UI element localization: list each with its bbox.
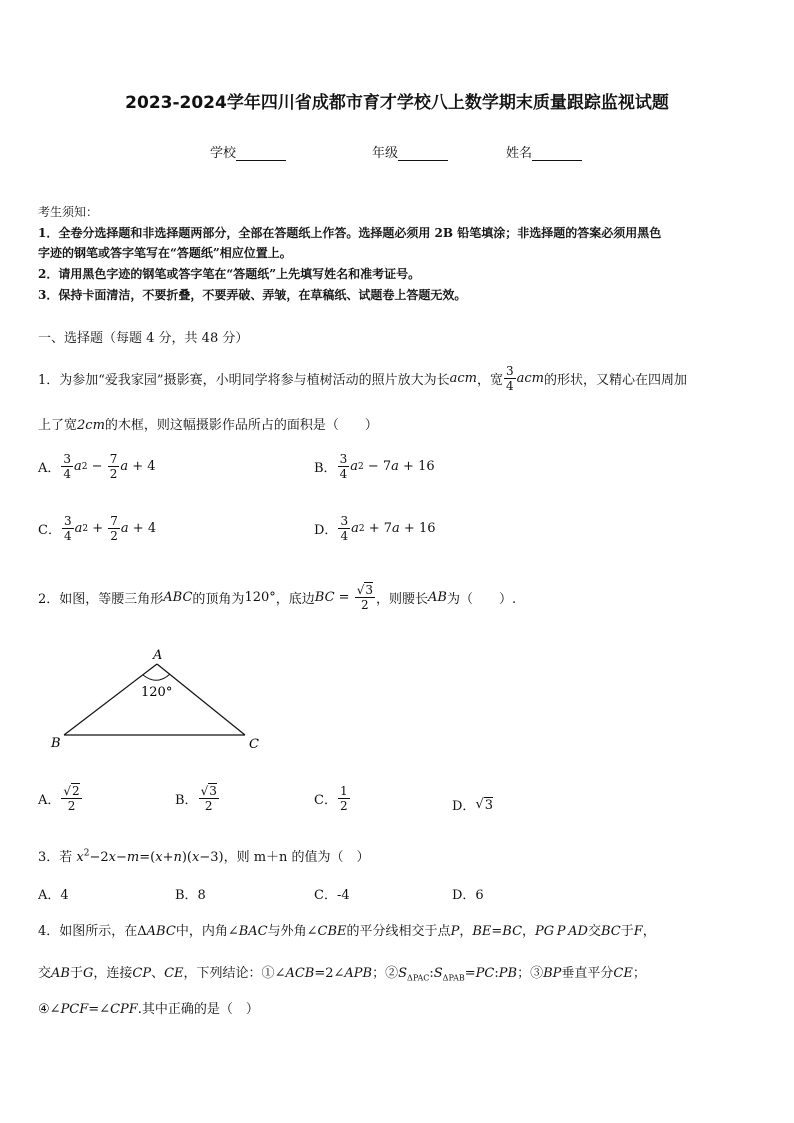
- q4-text: 与外角: [267, 924, 307, 939]
- q4-text: .其中正确的是（ ）: [137, 1002, 259, 1017]
- q1-option-d[interactable]: D． $\frac{3}{4}$ a 2 + 7 a + 16: [314, 514, 436, 543]
- name-label: 姓名: [506, 146, 533, 161]
- q4-text: ；③: [517, 966, 544, 981]
- q4-text: ④: [38, 1002, 50, 1017]
- q2-option-d[interactable]: D． √ 3: [452, 797, 494, 814]
- angle-label: 120°: [141, 685, 173, 700]
- name-field[interactable]: [506, 142, 582, 161]
- notice-item: 1．全卷分选择题和非选择题两部分，全部在答题纸上作答。选择题必须用 2B 铅笔填涂；非选择题的答案必须用黑色: [38, 226, 662, 240]
- q2-option-c[interactable]: C． $\frac{1}{2}$: [314, 784, 348, 813]
- q4-text: ，: [459, 924, 473, 939]
- q1-text-3: 的形状，又精心在四周加: [543, 372, 687, 388]
- q2-option-a[interactable]: A． $\frac{√2}{2}$: [38, 784, 80, 813]
- q4-text: 的平分线相交于点: [346, 924, 451, 939]
- school-blank[interactable]: [236, 147, 286, 161]
- question-3: 3．若 $x^2-2x-m=(x+n)(x-3)$，则 m＋n 的值为（ ）: [38, 848, 370, 865]
- question-1-line-1: 1．为参加“爱我家园”摄影赛，小明同学将参与植树活动的照片放大为长 acm ，宽 $\frac{3}{4}$ acm 的形状，又精心在四周加: [38, 363, 687, 393]
- q1-text-1: 1．为参加“爱我家园”摄影赛，小明同学将参与植树活动的照片放大为长: [38, 372, 450, 388]
- option-label: A．: [38, 461, 61, 476]
- option-label: C．: [314, 793, 337, 808]
- q1-text-5: 的木框，则这幅摄影作品所占的面积是（ ）: [104, 418, 378, 433]
- q2-option-b[interactable]: B． $\frac{√3}{2}$: [175, 784, 217, 813]
- q1-option-b[interactable]: B． $\frac{3}{4}$ a 2 − 7 a + 16: [314, 452, 435, 481]
- q2-text-1: 2．如图，等腰三角形: [38, 591, 164, 607]
- notice-item: 字迹的钢笔或答字笔写在“答题纸”相应位置上。: [38, 246, 292, 260]
- notice-item: 2．请用黑色字迹的钢笔或答字笔在“答题纸”上先填写姓名和准考证号。: [38, 267, 421, 281]
- q3-text-2: ，则 m＋n 的值为（ ）: [223, 850, 370, 865]
- triangle-figure: [40, 640, 280, 760]
- question-4-line-1: 4．如图所示，在ΔABC中，内角∠BAC与外角∠CBE的平分线相交于点P，BE=BC，PG P AD交BC于F，: [38, 924, 656, 939]
- q1-text-4: 上了宽: [38, 418, 78, 433]
- option-label: A．: [38, 793, 61, 808]
- q4-text: ，: [522, 924, 536, 939]
- grade-field[interactable]: [372, 142, 448, 161]
- q4-text: ，下列结论：①: [183, 966, 275, 981]
- option-label: C．: [38, 523, 61, 538]
- q4-text: 交: [587, 924, 601, 939]
- section-heading: 一、选择题（每题 4 分，共 48 分）: [38, 331, 249, 346]
- q1-option-a[interactable]: A． $\frac{3}{4}$ a 2 − $\frac{7}{2}$ a + 4: [38, 452, 156, 481]
- q3-text-1: 3．若: [38, 850, 73, 865]
- q4-text: 垂直平分: [561, 966, 614, 981]
- q2-text-5: 为（ ）.: [446, 591, 517, 607]
- school-label: 学校: [210, 146, 237, 161]
- option-label: B．: [314, 461, 337, 476]
- q2-text-2: 的顶角为: [192, 591, 245, 607]
- question-4-line-3: ④∠PCF=∠CPF.其中正确的是（ ）: [38, 1002, 259, 1017]
- q3-option-a[interactable]: A．4: [38, 888, 69, 903]
- q2-text-4: ，则腰长: [376, 591, 429, 607]
- grade-blank[interactable]: [398, 147, 448, 161]
- question-4-line-2: 交AB于G，连接CP、CE，下列结论：①∠ACB=2∠APB；$②S_{\Delta PAC}:S_{\Delta PAB}=PC:PB$；③BP垂直平分CE；: [38, 966, 646, 983]
- q2-text-3: ，底边: [275, 591, 315, 607]
- q4-text: 4．如图所示，在: [38, 924, 138, 939]
- option-label: D．: [314, 523, 338, 538]
- q4-text: 中，内角: [175, 924, 228, 939]
- q4-text: 交: [38, 966, 52, 981]
- q4-text: ；②: [372, 966, 399, 981]
- grade-label: 年级: [372, 146, 399, 161]
- q4-text: 于: [620, 924, 634, 939]
- school-field[interactable]: [210, 142, 286, 161]
- q4-text: 于: [69, 966, 83, 981]
- angle-arc: [143, 674, 170, 680]
- q3-option-d[interactable]: D．6: [452, 888, 484, 903]
- q1-option-c[interactable]: C． $\frac{3}{4}$ a 2 + $\frac{7}{2}$ a + 4: [38, 514, 157, 543]
- vertex-label-a: A: [153, 648, 163, 663]
- q3-option-c[interactable]: C．-4: [314, 888, 350, 903]
- question-2: 2．如图，等腰三角形 ABC 的顶角为 120° ，底边 BC = $\frac{√3}{2}$ ，则腰长 AB 为（ ）.: [38, 582, 517, 612]
- question-1-line-2: 上了宽2cm的木框，则这幅摄影作品所占的面积是（ ）: [38, 418, 378, 433]
- name-blank[interactable]: [532, 147, 582, 161]
- q1-text-2: ，宽: [476, 372, 503, 388]
- q3-option-b[interactable]: B．8: [175, 888, 206, 903]
- notice-heading: 考生须知：: [38, 205, 99, 219]
- page-title: 2023-2024学年四川省成都市育才学校八上数学期末质量跟踪监视试题: [125, 93, 669, 113]
- vertex-label-b: B: [51, 736, 61, 751]
- option-label: B．: [175, 793, 198, 808]
- vertex-label-c: C: [249, 737, 259, 752]
- notice-item: 3．保持卡面清洁，不要折叠，不要弄破、弄皱，在草稿纸、试题卷上答题无效。: [38, 288, 467, 302]
- q4-text: ，连接: [93, 966, 133, 981]
- option-label: D．: [452, 799, 476, 814]
